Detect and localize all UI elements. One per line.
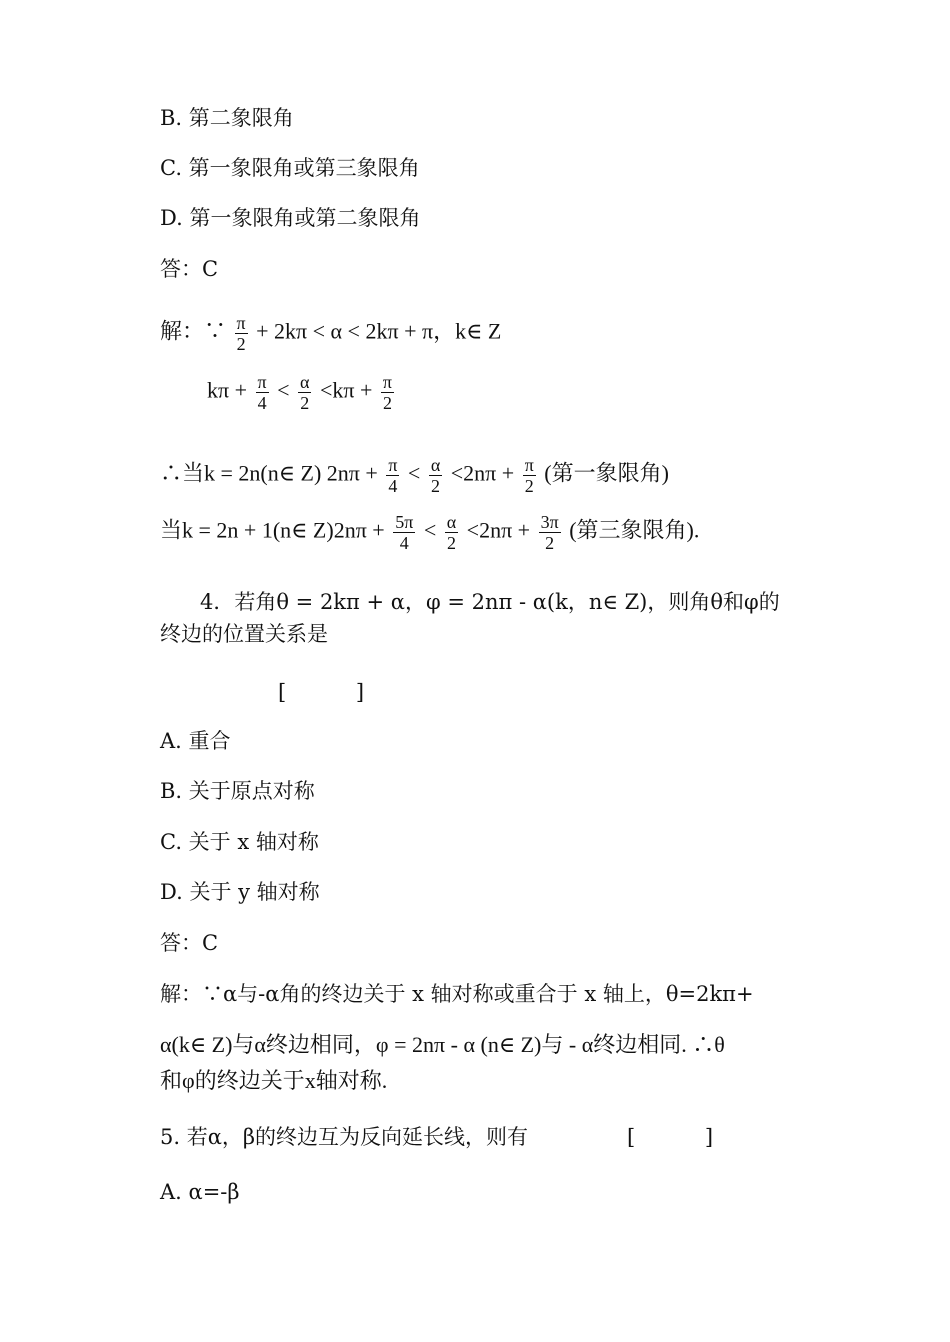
fraction-pi-over-2: $\frac{\pi}{2}$ xyxy=(382,372,392,413)
question4-answer-bracket: [ ] xyxy=(278,680,365,704)
less-than-sign: < xyxy=(423,517,437,543)
question4-option-c: C. 关于 x 轴对称 xyxy=(160,830,319,854)
option-b-first-question: B. 第二象限角 xyxy=(160,106,294,130)
question4-solution-line1: 解：∵α与-α角的终边关于 x 轴对称或重合于 x 轴上，θ=2kπ+ xyxy=(160,982,754,1006)
solution1-line1-prefix: 解：∵ xyxy=(160,318,227,344)
fraction-pi-over-2: $\frac{\pi}{2}$ xyxy=(524,455,534,496)
option-d-first-question: D. 第一象限角或第二象限角 xyxy=(160,206,421,230)
solution1-line4 xyxy=(160,512,699,553)
solution1-line4-prefix: 当k = 2n + 1(n∈ Z)2nπ + xyxy=(160,517,385,543)
option-c-first-question: C. 第一象限角或第三象限角 xyxy=(160,156,420,180)
solution1-line3 xyxy=(160,455,669,496)
fraction-pi-over-4: $\frac{\pi}{4}$ xyxy=(388,455,398,496)
less-than-sign: < xyxy=(407,460,421,486)
fraction-pi-over-2: $\frac{\pi}{2}$ xyxy=(236,313,246,354)
question4-stem: 4．若角θ = 2kπ + α，φ = 2nπ - α(k，n∈ Z)，则角θ和φ的 xyxy=(200,590,780,614)
solution1-line1-inequality: + 2kπ < α < 2kπ + π，k∈ Z xyxy=(256,318,502,344)
answer-first-question: 答：C xyxy=(160,257,219,281)
fraction-alpha-over-2: $\frac{\alpha}{2}$ xyxy=(446,512,457,553)
less-than-sign: < xyxy=(277,377,290,403)
third-quadrant-note: (第三象限角). xyxy=(569,517,700,543)
solution1-line2-prefix: kπ + xyxy=(207,377,248,403)
solution1-line4-middle: <2nπ + xyxy=(466,517,531,543)
question5-option-a: A. α=-β xyxy=(160,1180,240,1204)
fraction-pi-over-4: $\frac{\pi}{4}$ xyxy=(257,372,267,413)
question4-stem-continued: 终边的位置关系是 xyxy=(160,622,328,646)
fraction-5pi-over-4: $\frac{5\pi}{4}$ xyxy=(395,512,414,553)
question4-option-d: D. 关于 y 轴对称 xyxy=(160,880,320,904)
solution1-line3-prefix: ∴当k = 2n(n∈ Z) 2nπ + xyxy=(160,460,378,486)
fraction-alpha-over-2: $\frac{\alpha}{2}$ xyxy=(300,372,310,413)
question5-answer-bracket: [ ] xyxy=(627,1125,714,1149)
question4-option-a: A. 重合 xyxy=(160,729,231,753)
solution1-line3-middle: <2nπ + xyxy=(450,460,515,486)
solution1-line2 xyxy=(207,372,397,413)
question4-answer: 答：C xyxy=(160,931,219,955)
question4-option-b: B. 关于原点对称 xyxy=(160,779,315,803)
question5-stem: 5. 若α，β的终边互为反向延长线，则有 xyxy=(160,1125,529,1149)
first-quadrant-note: (第一象限角) xyxy=(544,460,669,486)
question4-solution-line2: α(k∈ Z)与α终边相同，φ = 2nπ - α (n∈ Z)与 - α终边相同. ∴θ xyxy=(160,1032,725,1057)
solution1-line1 xyxy=(160,313,501,354)
solution1-line2-middle: <kπ + xyxy=(319,377,373,403)
question4-solution-line3: 和φ的终边关于x轴对称. xyxy=(160,1068,388,1093)
fraction-3pi-over-2: $\frac{3\pi}{2}$ xyxy=(540,512,559,553)
fraction-alpha-over-2: $\frac{\alpha}{2}$ xyxy=(430,455,441,496)
